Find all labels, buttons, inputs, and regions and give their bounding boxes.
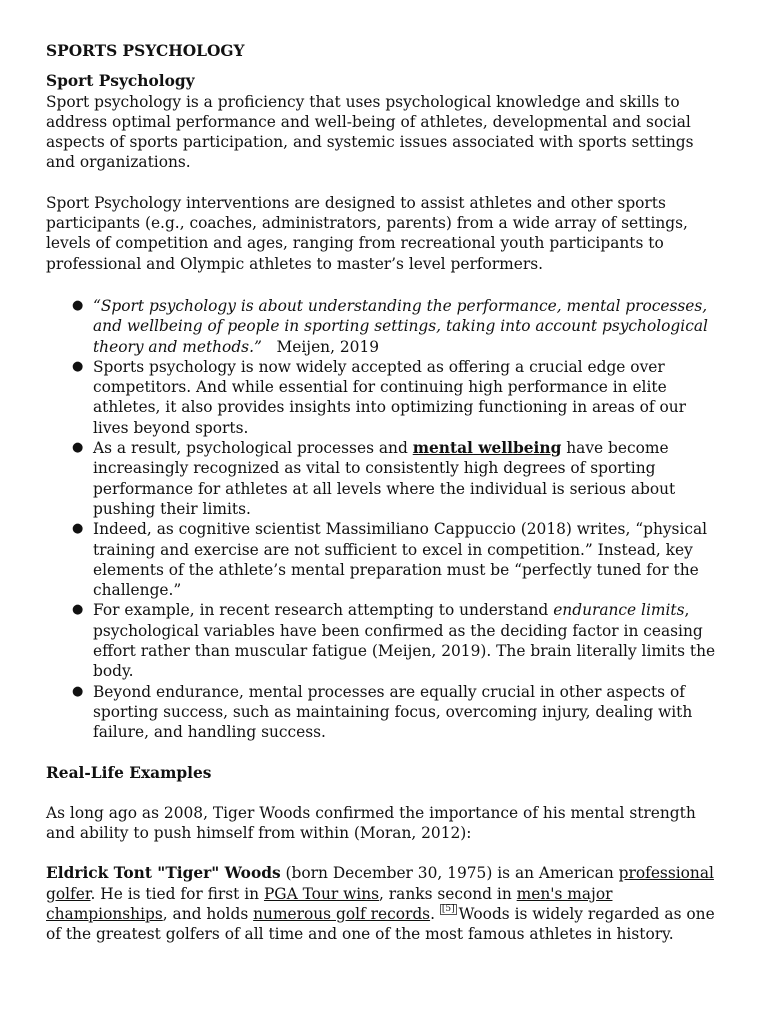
bullet-text: have become increasingly recognized as vital to consistently high degrees of sporting performance for athletes at all levels where the individual is serious about pushing their limits. [93, 439, 676, 518]
bullet-item [46, 296, 726, 357]
bullet-icon: ● [72, 358, 84, 374]
section-heading: Sport Psychology [46, 72, 195, 91]
bullet-item [46, 438, 726, 519]
woods-paragraph [46, 863, 726, 944]
bullet-text: Indeed, as cognitive scientist Massimiliano Cappuccio (2018) writes, “physical training and exercise are not sufficient to excel in competition.” Instead, key elements of the athlete’s mental preparation must be “perfectly tuned for the challenge.” [93, 520, 708, 600]
woods-text: Woods is widely regarded as one of the greatest golfers of all time and one of the most famous athletes in history. [46, 904, 715, 944]
quote-citation: Meijen, 2019 [276, 337, 380, 356]
document-title: SPORTS PSYCHOLOGY [46, 42, 245, 60]
document-body [46, 41, 726, 945]
bullet-icon: ● [72, 683, 84, 699]
examples-paragraph: As long ago as 2008, Tiger Woods confirmed the importance of his mental strength and ability to push himself from within (Moran, 2012): [46, 803, 696, 843]
bullet-icon: ● [72, 521, 84, 537]
woods-text: . [430, 904, 435, 923]
bullet-text: , psychological variables have been confirmed as the deciding factor in ceasing effort rather than muscular fatigue (Meijen, 2019). The brain literally limits the body. [93, 601, 716, 681]
bullet-text: For example, in recent research attempting to understand [93, 601, 549, 620]
reference-marker[interactable]: [5] [441, 903, 455, 914]
woods-text: , ranks second in [379, 884, 512, 903]
major-championships-link[interactable]: men's major championships [46, 884, 613, 923]
bullet-icon: ● [72, 602, 84, 618]
woods-text: , and holds [162, 904, 249, 923]
bullet-text: As a result, psychological processes and [93, 439, 408, 458]
intro-paragraph-2: Sport Psychology interventions are designed to assist athletes and other sports participants (e.g., coaches, administrators, parents) from a wide array of settings, levels of competition and ages, ranging from recreational youth participants to professional and Olympic athletes to master’s level performers. [46, 193, 688, 273]
bullet-text: Beyond endurance, mental processes are equally crucial in other aspects of sporting success, such as maintaining focus, overcoming injury, dealing with failure, and handling success. [93, 682, 693, 742]
bullet-icon: ● [72, 440, 84, 456]
quote-text: “Sport psychology is about understanding the performance, mental processes, and wellbeing of people in sporting settings, taking into account psychological theory and methods.” [93, 296, 708, 356]
endurance-limits-term: endurance limits [553, 601, 685, 620]
bullet-text: Sports psychology is now widely accepted as offering a crucial edge over competitors. And while essential for continuing high performance in elite athletes, it also provides insights into optimizing functioning in areas of our lives beyond sports. [93, 357, 687, 437]
woods-name: Eldrick Tont "Tiger" Woods [46, 864, 281, 883]
professional-golfer-link[interactable]: professional golfer [46, 864, 714, 903]
mental-wellbeing-link[interactable]: mental wellbeing [412, 439, 562, 458]
woods-text: . He is tied for first in [90, 884, 260, 903]
bullet-list [46, 296, 726, 743]
woods-text: (born December 30, 1975) is an American [285, 864, 614, 883]
bullet-item [46, 519, 726, 600]
golf-records-link[interactable]: numerous golf records [253, 904, 431, 923]
bullet-item [46, 600, 726, 681]
bullet-item [46, 682, 726, 743]
pga-tour-wins-link[interactable]: PGA Tour wins [263, 884, 380, 903]
bullet-icon: ● [72, 297, 84, 313]
bullet-item [46, 357, 726, 438]
intro-paragraph-1: Sport psychology is a proficiency that uses psychological knowledge and skills to address optimal performance and well-being of athletes, developmental and social aspects of sports participation, and systemic issues associated with sports settings and organizations. [46, 92, 694, 172]
examples-heading: Real-Life Examples [46, 763, 212, 782]
